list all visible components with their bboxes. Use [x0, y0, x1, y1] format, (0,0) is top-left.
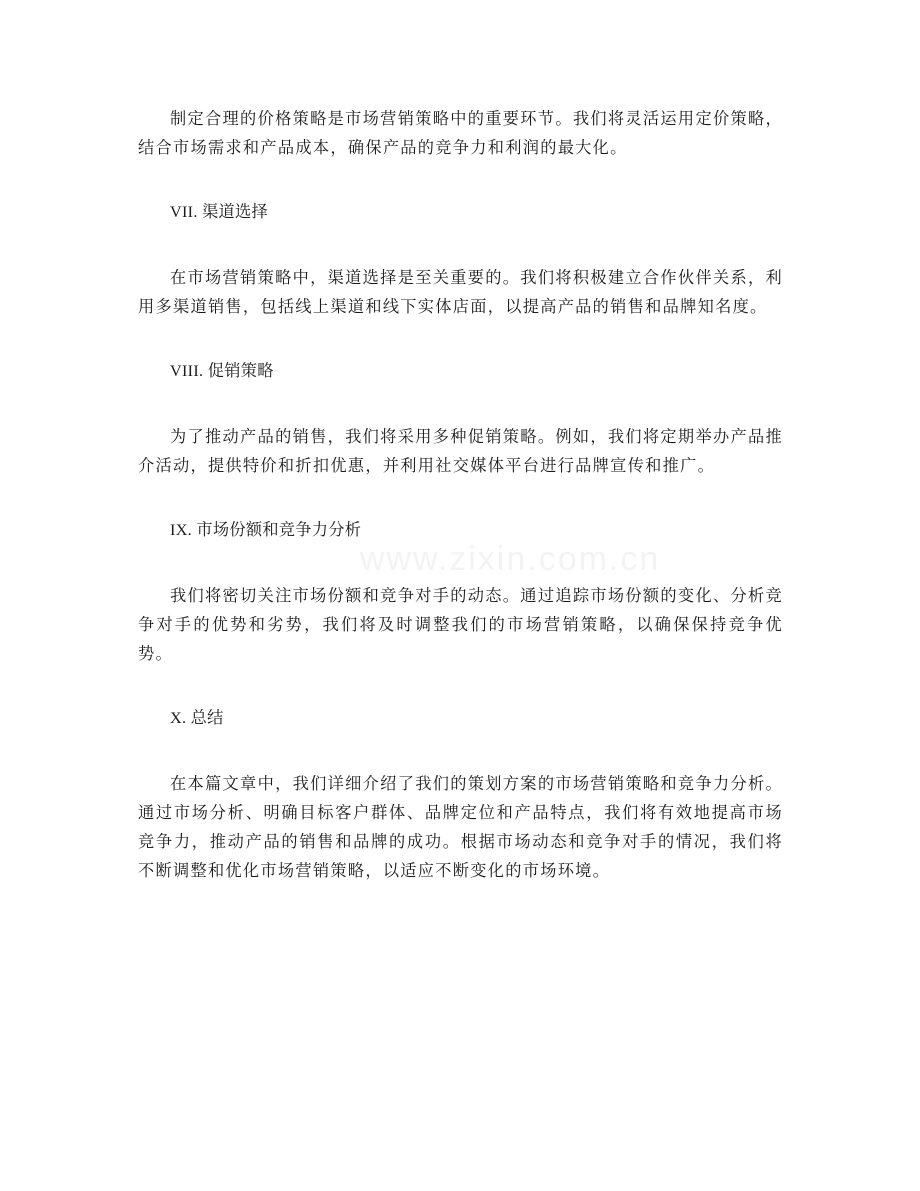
watermark: www.zixin.com.cn	[360, 540, 661, 578]
heading-market-share-analysis: IX. 市场份额和竞争力分析	[170, 521, 362, 539]
document-body	[138, 104, 783, 921]
paragraph-market-share-analysis: 我们将密切关注市场份额和竞争对手的动态。通过追踪市场份额的变化、分析竞争对手的优势和劣势，我们将及时调整我们的市场营销策略，以确保保持竞争优势。	[138, 586, 783, 663]
heading-summary: X. 总结	[170, 709, 224, 727]
heading-channel-selection: VII. 渠道选择	[170, 203, 269, 221]
paragraph-promotion-strategy: 为了推动产品的销售，我们将采用多种促销策略。例如，我们将定期举办产品推介活动，提供特价和折扣优惠，并利用社交媒体平台进行品牌宣传和推广。	[138, 427, 783, 475]
paragraph-summary: 在本篇文章中，我们详细介绍了我们的策划方案的市场营销策略和竞争力分析。通过市场分析、明确目标客户群体、品牌定位和产品特点，我们将有效地提高市场竞争力，推动产品的销售和品牌的成功。根据市场动态和竞争对手的情况，我们将不断调整和优化市场营销策略，以适应不断变化的市场环境。	[138, 774, 783, 880]
paragraph-channel-selection: 在市场营销策略中，渠道选择是至关重要的。我们将积极建立合作伙伴关系，利用多渠道销售，包括线上渠道和线下实体店面，以提高产品的销售和品牌知名度。	[138, 268, 783, 316]
heading-promotion-strategy: VIII. 促销策略	[170, 362, 274, 380]
paragraph-pricing-strategy: 制定合理的价格策略是市场营销策略中的重要环节。我们将灵活运用定价策略，结合市场需求和产品成本，确保产品的竞争力和利润的最大化。	[138, 109, 783, 157]
